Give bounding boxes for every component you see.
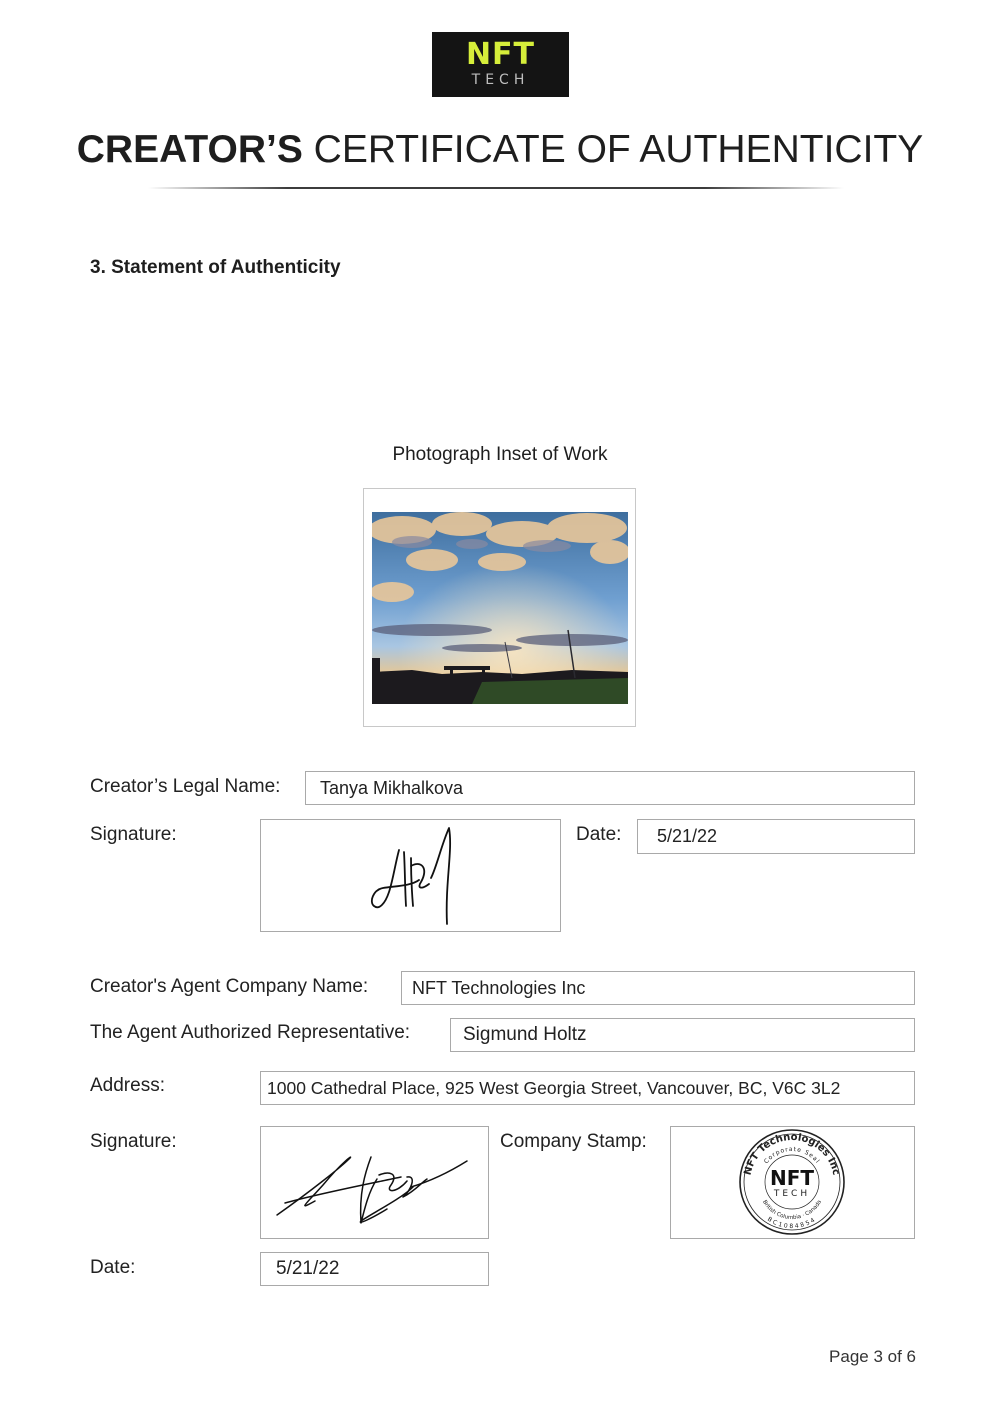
svg-text:Corporate Seal [763,1146,821,1165]
stamp-ring-bottom-text: British Columbia · Canada [761,1199,823,1222]
title-rest: CERTIFICATE OF AUTHENTICITY [302,128,924,171]
stamp-ring-top-text: NFT Technologies Inc [742,1131,842,1177]
section-heading: 3. Statement of Authenticity [90,257,341,278]
agent-rep-value: Sigmund Holtz [463,1024,587,1045]
agent-signature-drawing [261,1127,488,1238]
agent-signature-label: Signature: [90,1131,177,1152]
stamp-ring-inner-text: Corporate Seal [762,1145,822,1166]
page-title [0,126,1000,174]
agent-address-value: 1000 Cathedral Place, 925 West Georgia Street, Vancouver, BC, V6C 3L2 [267,1077,841,1098]
company-stamp-box [670,1126,915,1239]
agent-address-label: Address: [90,1075,165,1096]
agent-date-value: 5/21/22 [276,1258,340,1279]
company-stamp-seal [671,1127,914,1238]
agent-rep-field[interactable] [450,1018,915,1052]
title-divider [148,187,844,189]
creator-legal-name-label: Creator’s Legal Name: [90,776,281,797]
photo-caption: Photograph Inset of Work [392,444,608,465]
agent-signature-box[interactable] [260,1126,489,1239]
agent-company-label: Creator's Agent Company Name: [90,976,369,997]
agent-date-label: Date: [90,1257,136,1278]
title-bold: CREATOR’S [76,128,303,171]
agent-company-field[interactable] [401,971,915,1005]
agent-address-field[interactable] [260,1071,915,1105]
creator-signature-box[interactable] [260,819,561,932]
stamp-center-tech: TECH [773,1189,811,1199]
agent-company-value: NFT Technologies Inc [412,977,586,998]
page-number: Page 3 of 6 [829,1347,916,1366]
nft-tech-logo [432,32,569,97]
creator-signature-label: Signature: [90,824,177,845]
logo-tech-text: TECH [471,72,530,88]
creator-legal-name-field[interactable] [305,771,915,805]
creator-legal-name-value: Tanya Mikhalkova [320,777,464,798]
creator-date-field[interactable] [637,819,915,854]
logo-nft-text: NFT [465,37,536,72]
artwork-photo [372,512,628,704]
creator-signature-drawing [261,820,560,931]
stamp-number-text: BC1084854 [766,1215,818,1231]
agent-date-field[interactable] [260,1252,489,1286]
agent-rep-label: The Agent Authorized Representative: [90,1022,411,1043]
stamp-center-nft: NFT [769,1166,815,1190]
company-stamp-label: Company Stamp: [500,1131,647,1152]
creator-date-label: Date: [576,824,622,845]
creator-date-value: 5/21/22 [657,826,718,846]
